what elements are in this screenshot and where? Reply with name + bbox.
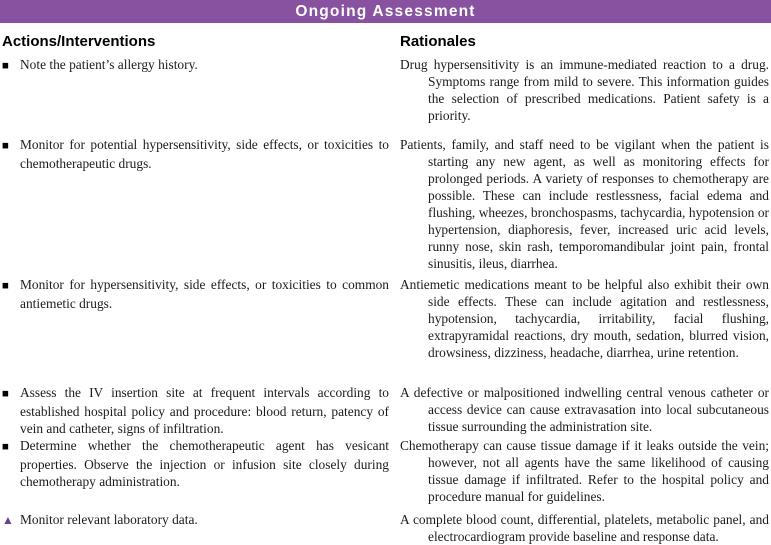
rationale-text: Drug hypersensitivity is an immune-mediated reaction to a drug. Symptoms range from mild to severe. This information guides the selection of prescribed medications. Patient safety is a priority. bbox=[400, 57, 769, 123]
section-header-bar bbox=[0, 0, 771, 23]
table-row bbox=[2, 56, 769, 136]
triangle-bullet-icon: ▲ bbox=[2, 513, 14, 527]
section-title: Ongoing Assessment bbox=[295, 3, 476, 20]
table-row bbox=[2, 276, 769, 384]
action-item bbox=[2, 56, 389, 75]
column-header-rationales: Rationales bbox=[400, 33, 476, 50]
action-item bbox=[2, 437, 389, 490]
table-row bbox=[2, 136, 769, 276]
rationale-text: Chemotherapy can cause tissue damage if it leaks outside the vein; however, not all agents have the same likelihood of causing tissue damage if infiltrated. Refer to the hospital policy and procedure manual for guidelines. bbox=[400, 438, 769, 504]
table-row bbox=[2, 384, 769, 437]
action-text: Determine whether the chemotherapeutic agent has vesicant properties. Observe the injection or infusion site closely during chemotherapy administration. bbox=[20, 438, 389, 489]
action-text: Monitor relevant laboratory data. bbox=[20, 512, 198, 527]
rationale-text: A complete blood count, differential, platelets, metabolic panel, and electrocardiogram provide baseline and response data. bbox=[400, 512, 769, 544]
action-item bbox=[2, 384, 389, 437]
square-bullet-icon: ■ bbox=[2, 60, 9, 72]
action-text: Assess the IV insertion site at frequent intervals according to established hospital policy and procedure: blood return, patency of vein and catheter, signs of infiltration. bbox=[20, 385, 389, 436]
square-bullet-icon: ■ bbox=[2, 441, 9, 453]
square-bullet-icon: ■ bbox=[2, 140, 9, 152]
square-bullet-icon: ■ bbox=[2, 388, 9, 400]
table-row bbox=[2, 437, 769, 511]
square-bullet-icon: ■ bbox=[2, 280, 9, 292]
table-row bbox=[2, 511, 769, 545]
rationale-text: Patients, family, and staff need to be vigilant when the patient is starting any new agent, as well as monitoring effects for prolonged periods. A variety of responses to chemotherapy are possible. These can include restlessness, facial edema and flushing, wheezes, bronchospasms, tachycardia, hypotension or hypertension, diaphoresis, fever, increased uric acid levels, runny nose, skin rash, temporomandibular joint pain, frontal sinusitis, ileus, diarrhea. bbox=[400, 137, 769, 271]
column-headers bbox=[2, 33, 769, 51]
action-text: Monitor for potential hypersensitivity, side effects, or toxicities to chemotherapeutic drugs. bbox=[20, 137, 389, 171]
action-item bbox=[2, 136, 389, 172]
action-item bbox=[2, 511, 389, 529]
rationale-text: A defective or malpositioned indwelling central venous catheter or access device can cause extravasation into local subcutaneous tissue surrounding the administration site. bbox=[400, 385, 769, 434]
action-text: Note the patient’s allergy history. bbox=[20, 57, 198, 72]
action-item bbox=[2, 276, 389, 312]
rationale-text: Antiemetic medications meant to be helpful also exhibit their own side effects. These can include agitation and restlessness, hypotension, tachycardia, irritability, facial flushing, extrapyramidal reactions, dry mouth, sedation, blurred vision, drowsiness, dizziness, headache, diarrhea, urine retention. bbox=[400, 277, 769, 360]
column-header-actions: Actions/Interventions bbox=[2, 33, 156, 50]
action-text: Monitor for hypersensitivity, side effects, or toxicities to common antiemetic drugs. bbox=[20, 277, 389, 311]
